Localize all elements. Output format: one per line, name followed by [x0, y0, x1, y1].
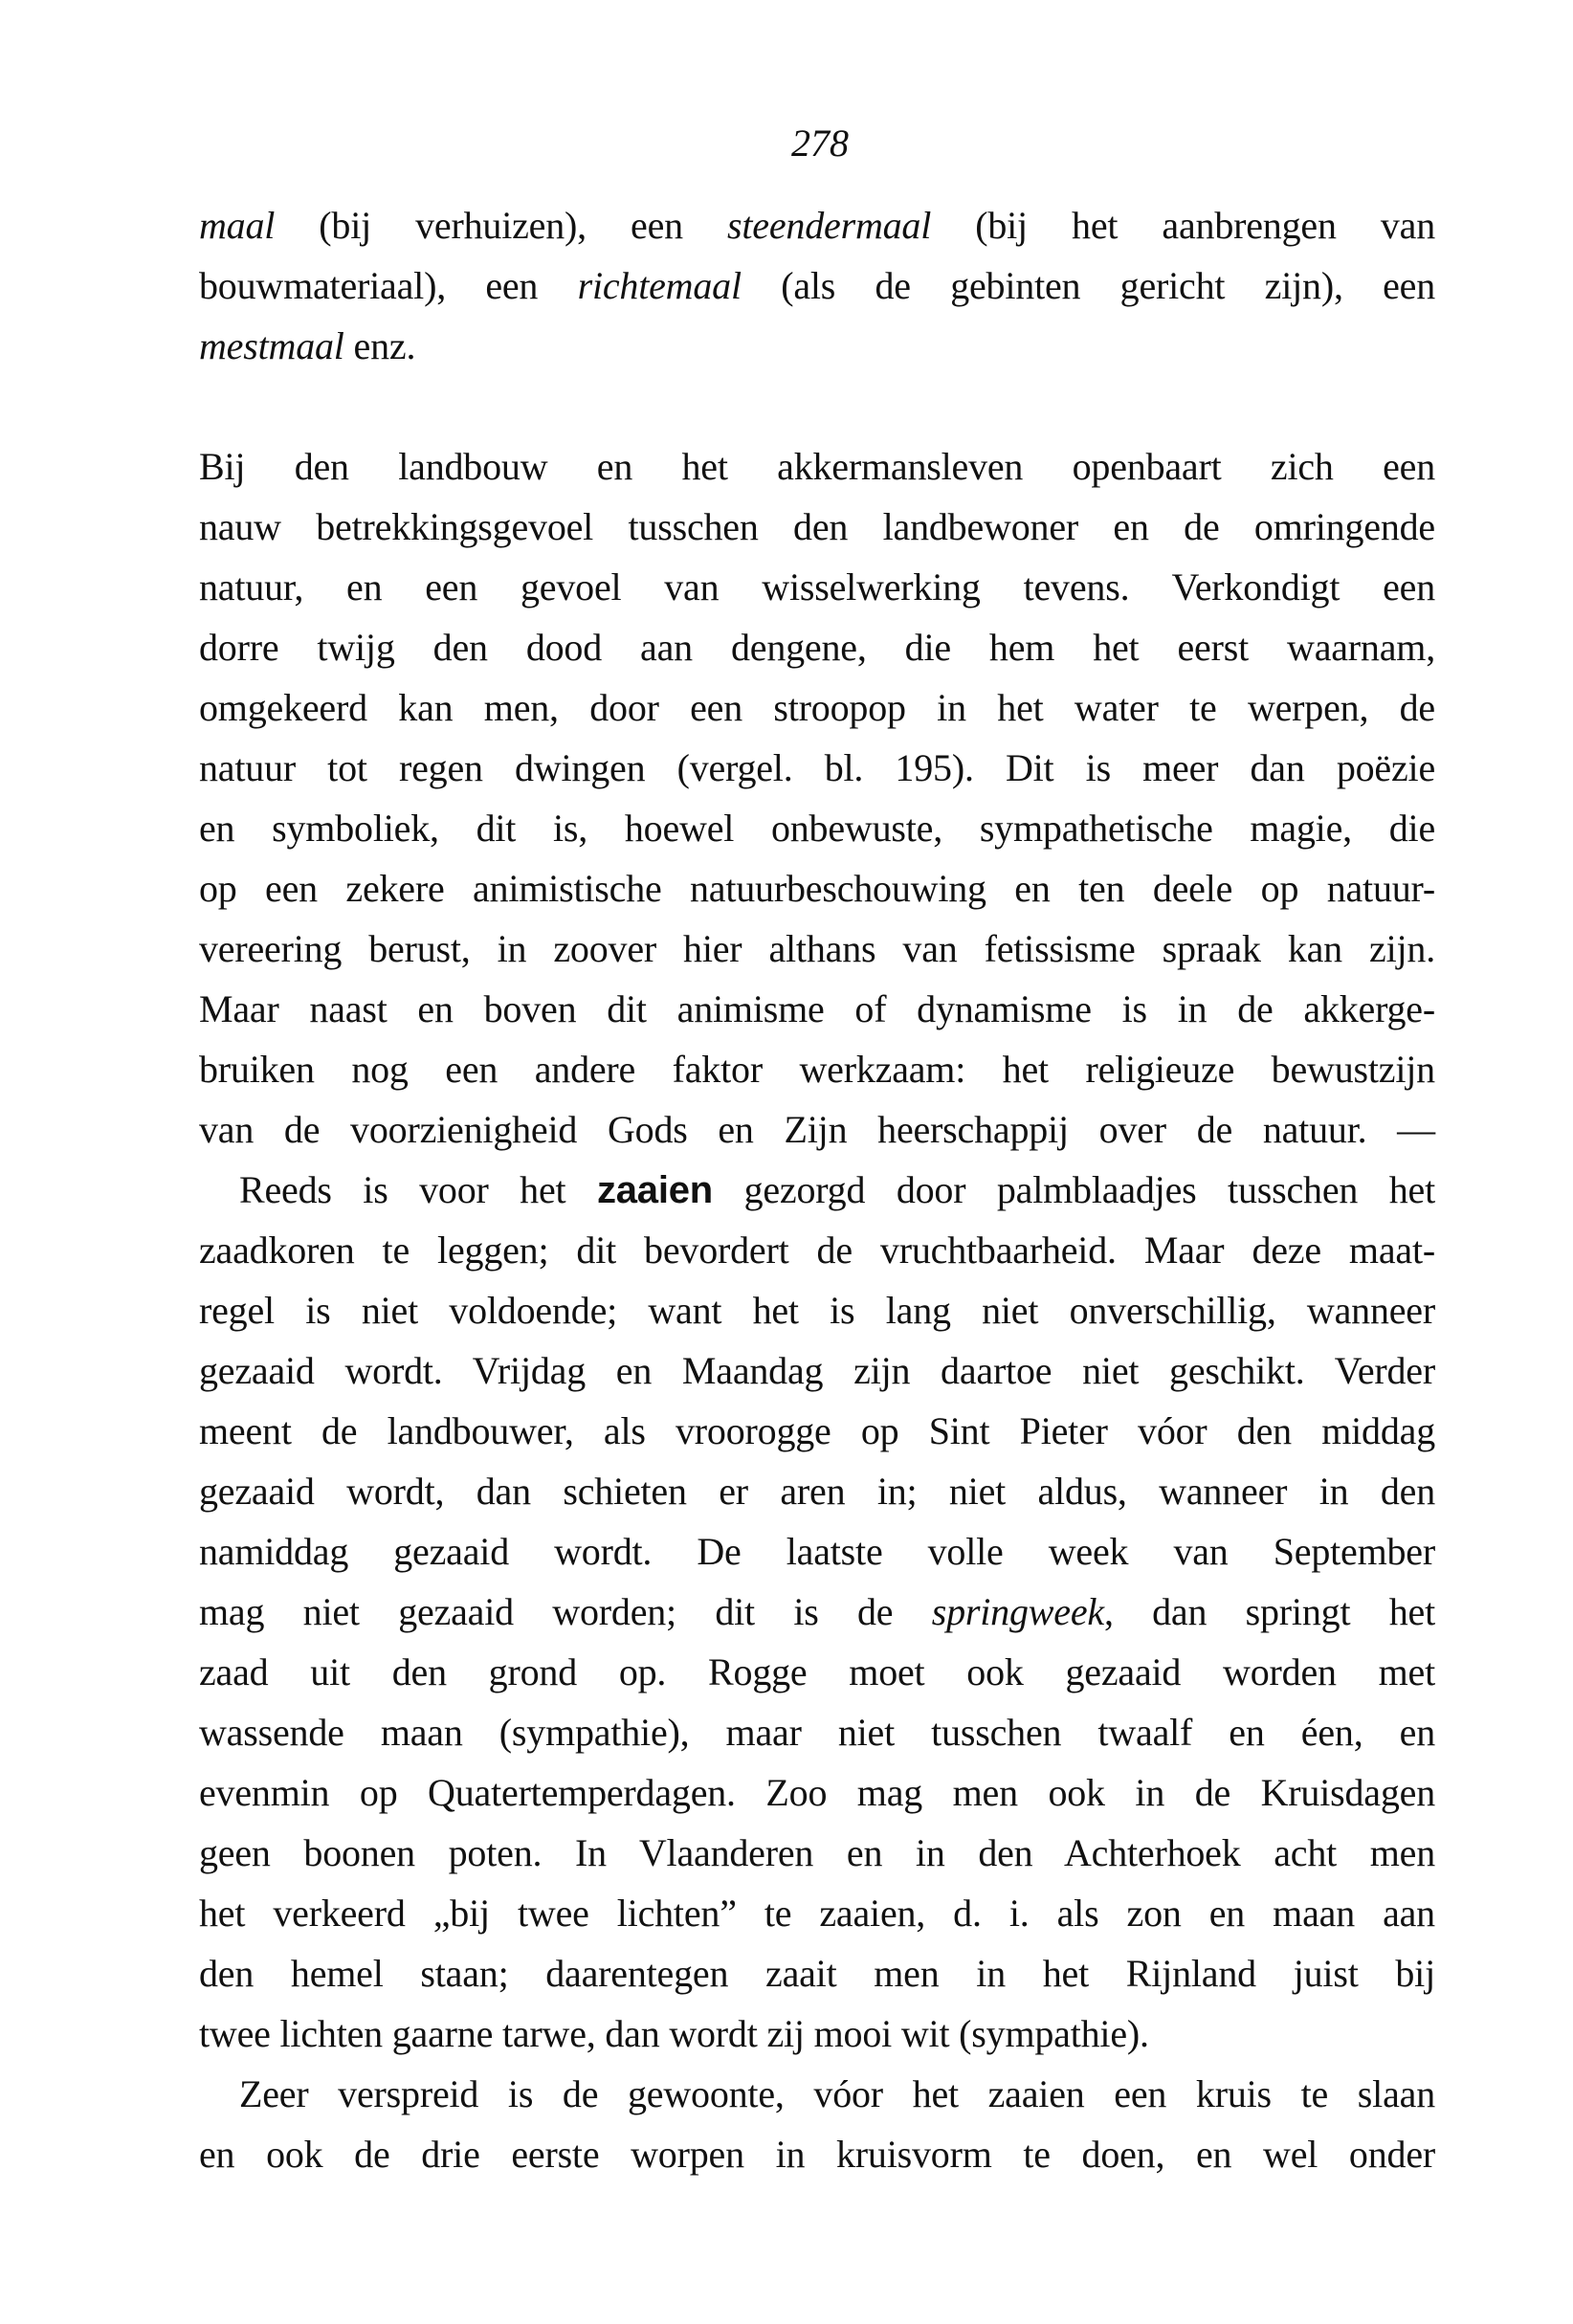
text-segment: namiddag gezaaid wordt. De laatste volle week van September — [199, 1530, 1435, 1573]
text-segment: en symboliek, dit is, hoewel onbewuste, sympathetische magie, die — [199, 807, 1435, 850]
text-line — [199, 1943, 1435, 2003]
text-segment: twee lichten gaarne tarwe, dan wordt zij mooi wit (sympathie). — [199, 2012, 1149, 2055]
text-segment: den hemel staan; daarentegen zaait men in het Rijnland juist bij — [199, 1952, 1435, 1995]
text-segment: en ook de drie eerste worpen in kruisvorm te doen, en wel onder — [199, 2133, 1435, 2176]
body-text — [199, 195, 1435, 2184]
text-segment: enz. — [343, 324, 416, 367]
text-segment: regel is niet voldoende; want het is lang niet onverschillig, wanneer — [199, 1289, 1435, 1332]
italic-term: steendermaal — [727, 204, 932, 247]
text-line — [199, 677, 1435, 738]
text-line — [199, 1823, 1435, 1883]
page-number: 278 — [791, 122, 849, 165]
text-line — [199, 979, 1435, 1039]
text-line — [199, 798, 1435, 858]
text-segment: , dan springt het — [1103, 1590, 1435, 1633]
paragraph — [199, 2064, 1435, 2184]
text-line — [199, 1039, 1435, 1099]
text-segment: Reeds is voor het — [239, 1168, 597, 1211]
text-line — [199, 1762, 1435, 1823]
text-line — [199, 497, 1435, 557]
text-segment: het verkeerd „bij twee lichten” te zaaien, d. i. als zon en maan aan — [199, 1892, 1435, 1935]
text-segment: bouwmateriaal), een — [199, 264, 578, 307]
text-line — [199, 1099, 1435, 1160]
italic-term: mestmaal — [199, 324, 344, 367]
text-segment: natuur tot regen dwingen (vergel. bl. 195). Dit is meer dan poëzie — [199, 746, 1435, 789]
text-segment: bruiken nog een andere faktor werkzaam: het religieuze bewustzijn — [199, 1048, 1435, 1091]
text-segment: Bij den landbouw en het akkermansleven openbaart zich een — [199, 445, 1435, 488]
text-line — [199, 1401, 1435, 1461]
text-line — [199, 1883, 1435, 1943]
text-line — [199, 316, 1435, 376]
text-line — [199, 436, 1435, 497]
text-line — [199, 195, 1435, 255]
text-line — [199, 919, 1435, 979]
text-segment: mag niet gezaaid worden; dit is de — [199, 1590, 932, 1633]
text-line — [199, 2124, 1435, 2184]
text-line — [199, 1521, 1435, 1582]
text-segment: gezorgd door palmblaadjes tusschen het — [713, 1168, 1435, 1211]
text-segment: meent de landbouwer, als vroorogge op Sint Pieter vóor den middag — [199, 1409, 1435, 1452]
text-segment: van de voorzienigheid Gods en Zijn heerschappij over de natuur. — — [199, 1108, 1435, 1151]
text-line — [199, 1280, 1435, 1340]
text-segment: nauw betrekkingsgevoel tusschen den landbewoner en de omringende — [199, 505, 1435, 548]
text-line — [199, 2003, 1435, 2064]
text-segment: dorre twijg den dood aan dengene, die hem het eerst waarnam, — [199, 626, 1435, 669]
text-segment: omgekeerd kan men, door een stroopop in het water te werpen, de — [199, 686, 1435, 729]
text-line — [199, 1160, 1435, 1220]
italic-term: springweek — [931, 1590, 1104, 1633]
text-line — [199, 2064, 1435, 2124]
text-line — [199, 255, 1435, 316]
text-segment: Zeer verspreid is de gewoonte, vóor het zaaien een kruis te slaan — [239, 2072, 1435, 2115]
paragraph — [199, 1160, 1435, 2064]
text-line — [199, 738, 1435, 798]
text-segment: wassende maan (sympathie), maar niet tusschen twaalf en éen, en — [199, 1711, 1435, 1754]
text-line — [199, 1220, 1435, 1280]
italic-term: maal — [199, 204, 276, 247]
text-segment: gezaaid wordt, dan schieten er aren in; niet aldus, wanneer in den — [199, 1470, 1435, 1513]
text-segment: vereering berust, in zoover hier althans van fetissisme spraak kan zijn. — [199, 927, 1435, 970]
text-segment: gezaaid wordt. Vrijdag en Maandag zijn daartoe niet geschikt. Verder — [199, 1349, 1435, 1392]
text-line — [199, 1461, 1435, 1521]
text-segment: evenmin op Quatertemperdagen. Zoo mag men ook in de Kruisdagen — [199, 1771, 1435, 1814]
text-segment: zaadkoren te leggen; dit bevordert de vruchtbaarheid. Maar deze maat- — [199, 1228, 1435, 1272]
text-line — [199, 1582, 1435, 1642]
text-segment: Maar naast en boven dit animisme of dynamisme is in de akkerge- — [199, 987, 1435, 1030]
text-segment: (bij verhuizen), een — [275, 204, 728, 247]
bold-keyword: zaaien — [596, 1169, 714, 1211]
paragraph — [199, 195, 1435, 376]
text-line — [199, 617, 1435, 677]
text-segment: (als de gebinten gericht zijn), een — [741, 264, 1435, 307]
text-segment: op een zekere animistische natuurbeschouwing en ten deele op natuur- — [199, 867, 1435, 910]
text-segment: (bij het aanbrengen van — [931, 204, 1435, 247]
text-segment: natuur, en een gevoel van wisselwerking tevens. Verkondigt een — [199, 565, 1435, 609]
text-segment: zaad uit den grond op. Rogge moet ook gezaaid worden met — [199, 1650, 1435, 1693]
text-line — [199, 1340, 1435, 1401]
text-segment: geen boonen poten. In Vlaanderen en in den Achterhoek acht men — [199, 1831, 1435, 1874]
text-line — [199, 858, 1435, 919]
text-line — [199, 1702, 1435, 1762]
paragraph — [199, 436, 1435, 1160]
italic-term: richtemaal — [577, 264, 742, 307]
text-line — [199, 1642, 1435, 1702]
text-line — [199, 557, 1435, 617]
